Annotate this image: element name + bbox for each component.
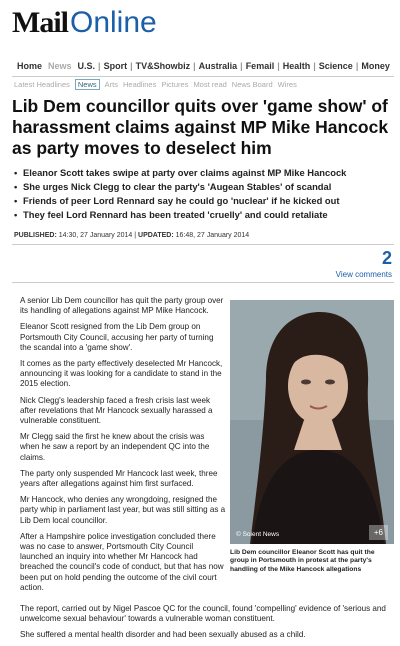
article-paragraph: A senior Lib Dem councillor has quit the party group over its handling of allegations against MP Mike Hancock. xyxy=(20,296,224,316)
nav-item-australia[interactable]: Australia xyxy=(198,61,238,71)
article-paragraph: After a Hampshire police investigation concluded there was no case to answer, Portsmouth City Council launched an inquiry into whether Mr Hancock had breached the council's code of conduct, but that has now been put on hold pending the outcome of the civil court action. xyxy=(20,531,224,592)
nav-separator: | xyxy=(240,61,243,71)
nav-separator: | xyxy=(277,61,280,71)
main-nav xyxy=(14,58,394,74)
nav-separator: | xyxy=(193,61,196,71)
portrait-image xyxy=(230,300,394,544)
nav-item-health[interactable]: Health xyxy=(282,61,311,71)
published-label: PUBLISHED: xyxy=(14,232,57,239)
article-paragraph: The party only suspended Mr Hancock last week, three years after allegations against him first surfaced. xyxy=(20,468,218,489)
publish-divider xyxy=(12,244,394,245)
photo-caption: Lib Dem councillor Eleanor Scott has quit the group in Portsmouth in protest at the party's handling of the Mike Hancock allegations xyxy=(230,549,375,573)
article-paragraph: It comes as the party effectively deselected Mr Hancock, announcing it was looking for a candidate to stand in the 2015 election. xyxy=(20,359,223,389)
mailonline-logo[interactable] xyxy=(12,6,157,40)
subnav-item-pictures[interactable]: Pictures xyxy=(161,79,189,89)
subnav-item-latest-headlines[interactable]: Latest Headlines xyxy=(14,79,70,89)
logo-online-text: Online xyxy=(70,6,157,39)
nav-item-tvshowbiz[interactable]: TV&Showbiz xyxy=(135,61,191,71)
sub-nav xyxy=(14,78,394,90)
summary-bullet: • Friends of peer Lord Rennard say he could go 'nuclear' if he kicked out xyxy=(14,194,394,208)
summary-bullet: • Eleanor Scott takes swipe at party over claims against MP Mike Hancock xyxy=(14,166,394,180)
nav-separator: | xyxy=(355,61,359,71)
view-comments-link[interactable]: View comments xyxy=(335,270,392,279)
article-paragraph: Nick Clegg's leadership faced a fresh crisis last week after revelations that Mr Hancock sexually harassed a vulnerable constituent. xyxy=(20,395,213,426)
nav-item-money[interactable]: Money xyxy=(361,61,390,71)
nav-separator: | xyxy=(130,61,133,71)
published-time: 14:30, 27 January 2014 xyxy=(58,232,133,239)
subnav-item-news[interactable]: News xyxy=(75,79,100,90)
article-paragraph: She suffered a mental health disorder and had been sexually abused as a child. xyxy=(20,630,306,640)
article-paragraph: Mr Clegg said the first he knew about the crisis was when he saw a report by an independent QC into the claims. xyxy=(20,432,210,462)
nav-separator: | xyxy=(98,61,101,71)
comments-divider xyxy=(12,282,394,283)
publish-info xyxy=(14,232,249,239)
subnav-item-arts[interactable]: Arts xyxy=(104,79,118,89)
updated-time: 16:48, 27 January 2014 xyxy=(175,232,250,239)
nav-divider xyxy=(12,76,394,77)
article-headline: Lib Dem councillor quits over 'game show' of harassment claims against MP Mike Hancock as party moves to deselect him xyxy=(12,96,389,158)
article-photo[interactable] xyxy=(230,300,394,544)
nav-item-sport[interactable]: Sport xyxy=(103,61,128,71)
updated-label: UPDATED: xyxy=(138,232,174,239)
article-paragraph: The report, carried out by Nigel Pascoe QC for the council, found 'compelling' evidence of 'serious and unwelcome sexual behaviour' towards a vulnerable woman constituent. xyxy=(20,604,386,624)
nav-item-us[interactable]: U.S. xyxy=(77,61,96,71)
nav-separator: | xyxy=(313,61,316,71)
article-paragraph: Mr Hancock, who denies any wrongdoing, resigned the party whip in parliament last year, but was still sitting as a Lib Dem local councillor. xyxy=(20,495,226,525)
nav-item-home[interactable]: Home xyxy=(17,61,43,71)
nav-item-science[interactable]: Science xyxy=(318,61,353,71)
summary-bullet: • They feel Lord Rennard has been treated 'cruelly' and could retaliate xyxy=(14,208,394,222)
article-body xyxy=(20,296,226,599)
nav-item-news[interactable]: News xyxy=(48,61,72,71)
subnav-item-headlines[interactable]: Headlines xyxy=(122,79,157,89)
comments-count[interactable]: 2 xyxy=(381,248,392,268)
subnav-item-most-read[interactable]: Most read xyxy=(193,79,227,89)
publish-separator: | xyxy=(134,232,139,239)
article-body-continued xyxy=(20,604,390,646)
subnav-item-wires[interactable]: Wires xyxy=(277,79,297,89)
article-summary-bullets xyxy=(14,166,394,222)
more-photos-button[interactable]: +6 xyxy=(369,525,388,540)
article-paragraph: Eleanor Scott resigned from the Lib Dem group on Portsmouth City Council, accusing her party of turning the scandal into a 'game show'. xyxy=(20,322,214,352)
photo-credit: © Solent News xyxy=(236,531,280,538)
summary-bullet: • She urges Nick Clegg to clear the party's 'Augean Stables' of scandal xyxy=(14,180,394,194)
logo-mail-text: Mail xyxy=(12,6,68,39)
nav-item-femail[interactable]: Femail xyxy=(245,61,275,71)
subnav-item-news-board[interactable]: News Board xyxy=(231,79,273,89)
